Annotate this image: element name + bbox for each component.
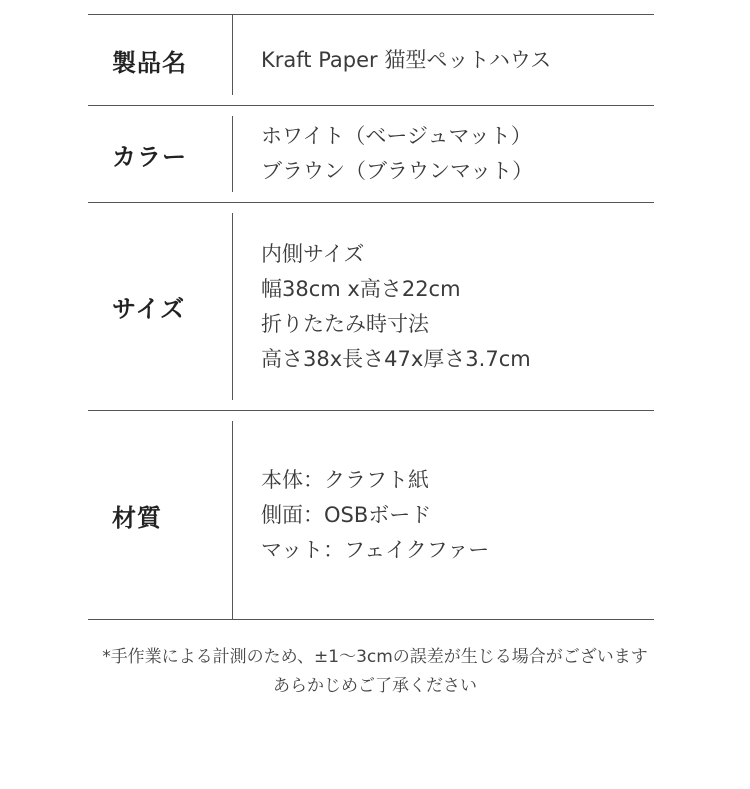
material-body: 本体：クラフト紙 [261, 467, 429, 492]
measurement-footnote [60, 643, 690, 701]
spec-label-cell [88, 411, 233, 619]
spec-label-cell [88, 15, 233, 105]
product-name-value: Kraft Paper 猫型ペットハウス [261, 47, 552, 72]
spec-value-cell [233, 411, 654, 619]
spec-label-color: カラー [112, 142, 187, 171]
material-mat: マット：フェイクファー [261, 537, 490, 562]
spec-row-material [88, 411, 654, 620]
spec-row-product-name [88, 15, 654, 106]
spec-value-cell [233, 203, 654, 410]
size-inner-dimensions: 幅38cm x高さ22cm [261, 276, 461, 301]
size-folded-dimensions: 高さ38x長さ47x厚さ3.7cm [261, 346, 531, 371]
footnote-line-2: あらかじめご了承ください [273, 676, 477, 696]
color-option-brown: ブラウン（ブラウンマット） [261, 159, 534, 183]
spec-label-material: 材質 [112, 503, 162, 532]
spec-label-cell [88, 106, 233, 202]
spec-value-cell [233, 106, 654, 202]
spec-row-color [88, 106, 654, 203]
footnote-line-1: *手作業による計測のため、±1〜3cmの誤差が生じる場合がございます [102, 647, 648, 667]
spec-label-size: サイズ [112, 295, 186, 323]
spec-row-size [88, 203, 654, 411]
size-folded-heading: 折りたたみ時寸法 [261, 311, 429, 336]
spec-label-cell [88, 203, 233, 410]
spec-table [88, 14, 654, 620]
spec-value-cell [233, 15, 654, 105]
material-side: 側面：OSBボード [261, 502, 432, 527]
color-option-white: ホワイト（ベージュマット） [261, 124, 532, 148]
spec-label-product-name: 製品名 [112, 48, 187, 77]
size-inner-heading: 内側サイズ [261, 241, 365, 266]
